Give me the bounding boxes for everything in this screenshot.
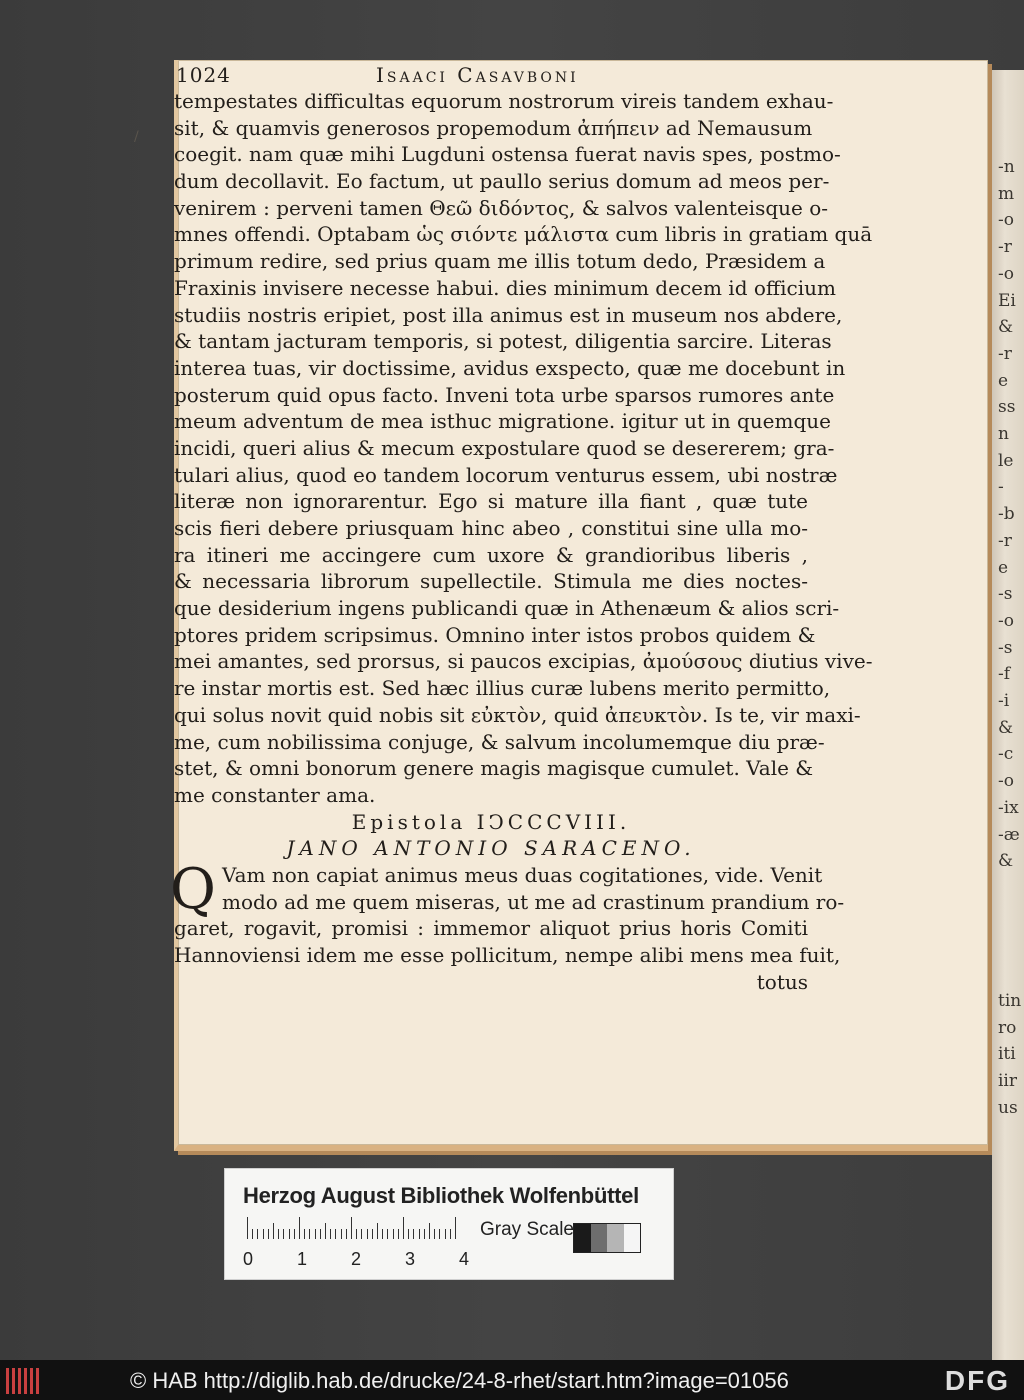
text-line: & tantam jacturam temporis, si potest, diligentia sarcire. Literas [174, 329, 832, 354]
adjacent-text-fragment: -i [998, 691, 1010, 712]
text-line: & necessaria librorum supellectile. Stimula me dies noctes- [174, 569, 808, 594]
text-line: Vam non capiat animus meus duas cogitationes, vide. Venit [222, 862, 823, 887]
ruler-tick [445, 1229, 446, 1239]
ruler-tick [320, 1229, 321, 1239]
adjacent-text-fragment: le [998, 450, 1014, 471]
adjacent-text-fragment: -ix [998, 797, 1019, 818]
adjacent-text-fragment: ro [998, 1017, 1017, 1038]
text-line: mnes offendi. Optabam ὡς σιόντε μάλιστα cum libris in gratiam quā [174, 222, 873, 247]
ruler-tick [450, 1229, 451, 1239]
text-line: me, cum nobilissima conjuge, & salvum incolumemque diu præ- [174, 729, 825, 754]
ruler-tick [268, 1229, 269, 1239]
dfg-logo: DFG [944, 1365, 1010, 1396]
text-line: re instar mortis est. Sed hæc illius curæ lubens merito permitto, [174, 676, 831, 701]
ruler-label: 4 [459, 1249, 470, 1269]
ruler-tick [377, 1223, 378, 1239]
new-letter [170, 856, 845, 969]
adjacent-text-fragment: & [998, 851, 1014, 872]
ruler-tick [315, 1229, 316, 1239]
library-name: Herzog August Bibliothek Wolfenbüttel [243, 1183, 639, 1208]
adjacent-text-fragment: tin [998, 991, 1022, 1011]
ruler-tick [309, 1229, 310, 1239]
text-line: dum decollavit. Eo factum, ut paullo serius domum ad meos per- [174, 169, 830, 194]
ruler-tick [398, 1229, 399, 1239]
text-line: stet, & omni bonorum genere magis magisque cumulet. Vale & [174, 756, 814, 781]
text-line: coegit. nam quæ mihi Lugduni ostensa fuerat navis spes, postmo- [174, 142, 841, 167]
adjacent-text-fragment: -r [998, 530, 1012, 551]
ruler-tick [413, 1229, 414, 1239]
gray-swatch [574, 1224, 591, 1252]
adjacent-text-fragment: -f [998, 664, 1011, 685]
new-letter-lines [174, 862, 845, 969]
text-line: ptores pridem scripsimus. Omnino inter istos probos quidem & [174, 622, 816, 647]
adjacent-text-fragment: -s [998, 637, 1013, 658]
adjacent-text-fragment: -o [998, 263, 1014, 284]
ruler-tick [341, 1229, 342, 1239]
page-text [134, 88, 873, 995]
ruler-tick [325, 1223, 326, 1239]
adjacent-text-fragment: -o [998, 771, 1014, 792]
gray-scale-swatches [573, 1223, 641, 1253]
hab-logo-icon [6, 1368, 46, 1394]
adjacent-text-fragment: & [998, 317, 1014, 338]
ruler-tick [335, 1229, 336, 1239]
gray-swatch [607, 1224, 624, 1252]
adjacent-text-fragment: & [998, 717, 1014, 738]
ruler-tick [424, 1229, 425, 1239]
text-line: modo ad me quem miseras, ut me ad crastinum prandium ro- [222, 889, 845, 914]
ruler-tick [403, 1217, 404, 1239]
adjacent-text-fragment: us [998, 1097, 1018, 1118]
text-line: scis fieri debere priusquam hinc abeo , constitui sine ulla mo- [174, 516, 808, 540]
epistola-title: Epistola IↃCCCVIII. [351, 809, 631, 834]
adjacent-text-fragment: m [998, 183, 1015, 204]
margin-mark: / [134, 129, 139, 145]
ruler-tick [257, 1229, 258, 1239]
text-line: me constanter ama. [174, 782, 376, 807]
text-line: Fraxinis invisere necesse habui. dies minimum decem id officium [174, 275, 836, 300]
adjacent-text-fragment: -æ [998, 824, 1020, 845]
gray-scale-label: Gray Scale [480, 1219, 574, 1240]
text-line: sit, & quamvis generosos propemodum ἀπήπειν ad Nemausum [174, 115, 813, 140]
gray-swatch [591, 1224, 608, 1252]
running-title: Isaaci Casavboni [376, 63, 579, 87]
text-line: qui solus novit quid nobis sit εὐκτὸν, quid ἀπευκτὸν. Is te, vir maxi- [174, 702, 861, 727]
ruler-tick [252, 1229, 253, 1239]
text-line: primum redire, sed prius quam me illis totum dedo, Præsidem a [174, 249, 826, 274]
adjacent-page-edge [992, 70, 1024, 1360]
ruler-tick [408, 1229, 409, 1239]
ruler-tick [351, 1217, 352, 1239]
ruler-tick [393, 1229, 394, 1239]
text-line: literæ non ignorarentur. Ego si mature illa fiant , quæ tute [174, 489, 808, 514]
catchword: totus [756, 969, 808, 994]
adjacent-text-fragment: e [998, 370, 1009, 391]
ruler-tick [356, 1229, 357, 1239]
ruler-tick [289, 1229, 290, 1239]
ruler-tick [387, 1229, 388, 1239]
ruler-tick [330, 1229, 331, 1239]
ruler-tick [278, 1229, 279, 1239]
text-line: tempestates difficultas equorum nostrorum vireis tandem exhau- [174, 89, 834, 113]
ruler-tick [346, 1229, 347, 1239]
ruler-tick [304, 1229, 305, 1239]
ruler-label: 2 [351, 1249, 362, 1269]
footer-bar [0, 1360, 1024, 1400]
adjacent-text-fragment: -c [998, 744, 1014, 765]
adjacent-text-fragment: iti [998, 1044, 1016, 1065]
text-line: mei amantes, sed prorsus, si paucos excipias, ἀμούσους diutius vive- [174, 649, 873, 674]
text-line: Hannoviensi idem me esse pollicitum, nempe alibi mens mea fuit, [174, 943, 841, 967]
ruler-tick [455, 1217, 456, 1239]
ruler-tick [434, 1229, 435, 1239]
ruler-tick [283, 1229, 284, 1239]
adjacent-page-text-fragments [992, 154, 1020, 875]
adjacent-text-fragment: Ei [998, 290, 1016, 311]
text-line: venirem : perveni tamen Θεῶ διδόντος, & salvos valenteisque o- [174, 195, 829, 220]
text-line: que desiderium ingens publicandi quæ in Athenæum & alios scri- [174, 596, 840, 621]
ruler-tick [367, 1229, 368, 1239]
page-number: 1024 [176, 63, 231, 87]
adjacent-text-fragment: ss [998, 397, 1016, 418]
ruler-tick [263, 1229, 264, 1239]
text-line: meum adventum de mea isthuc migratione. igitur ut in quemque [174, 409, 831, 434]
text-line: studiis nostris eripiet, post illa animus est in museum nos abdere, [174, 302, 843, 327]
adjacent-text-fragment: n [998, 424, 1009, 445]
adjacent-text-fragment: -n [998, 157, 1015, 177]
text-line: garet, rogavit, promisi : immemor aliquot prius horis Comiti [174, 916, 808, 941]
adjacent-text-fragment: -r [998, 237, 1012, 258]
ruler-tick [429, 1223, 430, 1239]
adjacent-text-fragment: -b [998, 504, 1015, 525]
text-line: tulari alius, quod eo tandem locorum venturus essem, ubi nostræ [174, 462, 838, 487]
dropcap-initial: Q [170, 856, 216, 922]
scale-ruler [247, 1217, 457, 1239]
text-line: ra itineri me accingere cum uxore & grandioribus liberis , [174, 542, 808, 567]
ruler-tick [361, 1229, 362, 1239]
ruler-tick [419, 1229, 420, 1239]
adjacent-page-text-fragments-lower [992, 988, 1021, 1122]
adjacent-text-fragment: iir [998, 1071, 1018, 1092]
ruler-tick [294, 1229, 295, 1239]
addressee: JANO ANTONIO SARACENO. [286, 836, 696, 861]
ruler-tick [382, 1229, 383, 1239]
adjacent-text-fragment: -o [998, 210, 1014, 231]
letter-body-continued [174, 88, 873, 809]
text-line: posterum quid opus facto. Inveni tota urbe sparsos rumores ante [174, 382, 835, 407]
ruler-labels [243, 1249, 483, 1269]
gray-swatch [624, 1224, 641, 1252]
ruler-tick [247, 1217, 248, 1239]
adjacent-text-fragment: -r [998, 343, 1012, 364]
ruler-tick [439, 1229, 440, 1239]
ruler-label: 0 [243, 1249, 254, 1269]
color-calibration-card [224, 1168, 674, 1280]
adjacent-text-fragment: - [998, 477, 1004, 498]
ruler-label: 3 [405, 1249, 416, 1269]
text-line: interea tuas, vir doctissime, avidus exspecto, quæ me docebunt in [174, 355, 846, 380]
adjacent-text-fragment: e [998, 557, 1009, 578]
ruler-label: 1 [297, 1249, 308, 1269]
adjacent-text-fragment: -o [998, 610, 1014, 631]
footer-credit-link[interactable]: © HAB http://diglib.hab.de/drucke/24-8-rhet/start.htm?image=01056 [130, 1368, 789, 1393]
ruler-tick [299, 1217, 300, 1239]
ruler-tick [273, 1223, 274, 1239]
ruler-tick [372, 1229, 373, 1239]
adjacent-text-fragment: -s [998, 584, 1013, 605]
text-line: incidi, queri alius & mecum expostulare quod se desererem; gra- [174, 435, 835, 460]
